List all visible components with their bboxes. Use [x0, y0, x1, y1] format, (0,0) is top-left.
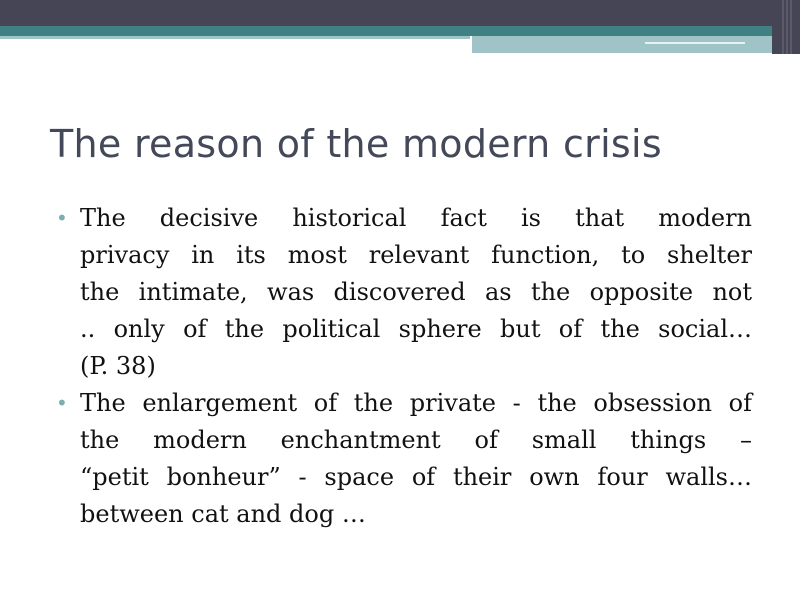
bullet-1-line-1: The decisive historical fact is that modern [80, 204, 752, 232]
bullet-1-line-5: (P. 38) [80, 352, 156, 380]
header-stripes [782, 0, 792, 54]
header-band-light-right [472, 36, 772, 53]
bullet-1-line-4: .. only of the political sphere but of the social… [80, 315, 752, 343]
slide-title: The reason of the modern crisis [50, 122, 662, 166]
bullet-2-line-4: between cat and dog … [80, 500, 366, 528]
bullet-icon: • [56, 391, 68, 415]
bullet-1-line-2: privacy in its most relevant function, to shelter [80, 241, 752, 269]
bullet-2-line-1: The enlargement of the private - the obsession of [80, 389, 752, 417]
header-band-teal [0, 26, 772, 36]
bullet-list [56, 200, 752, 533]
header-band-dark [0, 0, 800, 26]
bullet-2-line-3: “petit bonheur” - space of their own four walls… [80, 463, 752, 491]
header-band-light [0, 36, 470, 39]
header-accent-line [645, 42, 745, 44]
bullet-item-2 [56, 385, 752, 533]
bullet-1-line-3: the intimate, was discovered as the opposite not [80, 278, 752, 306]
bullet-item-1 [56, 200, 752, 385]
bullet-2-line-2: the modern enchantment of small things – [80, 426, 752, 454]
bullet-icon: • [56, 206, 68, 230]
